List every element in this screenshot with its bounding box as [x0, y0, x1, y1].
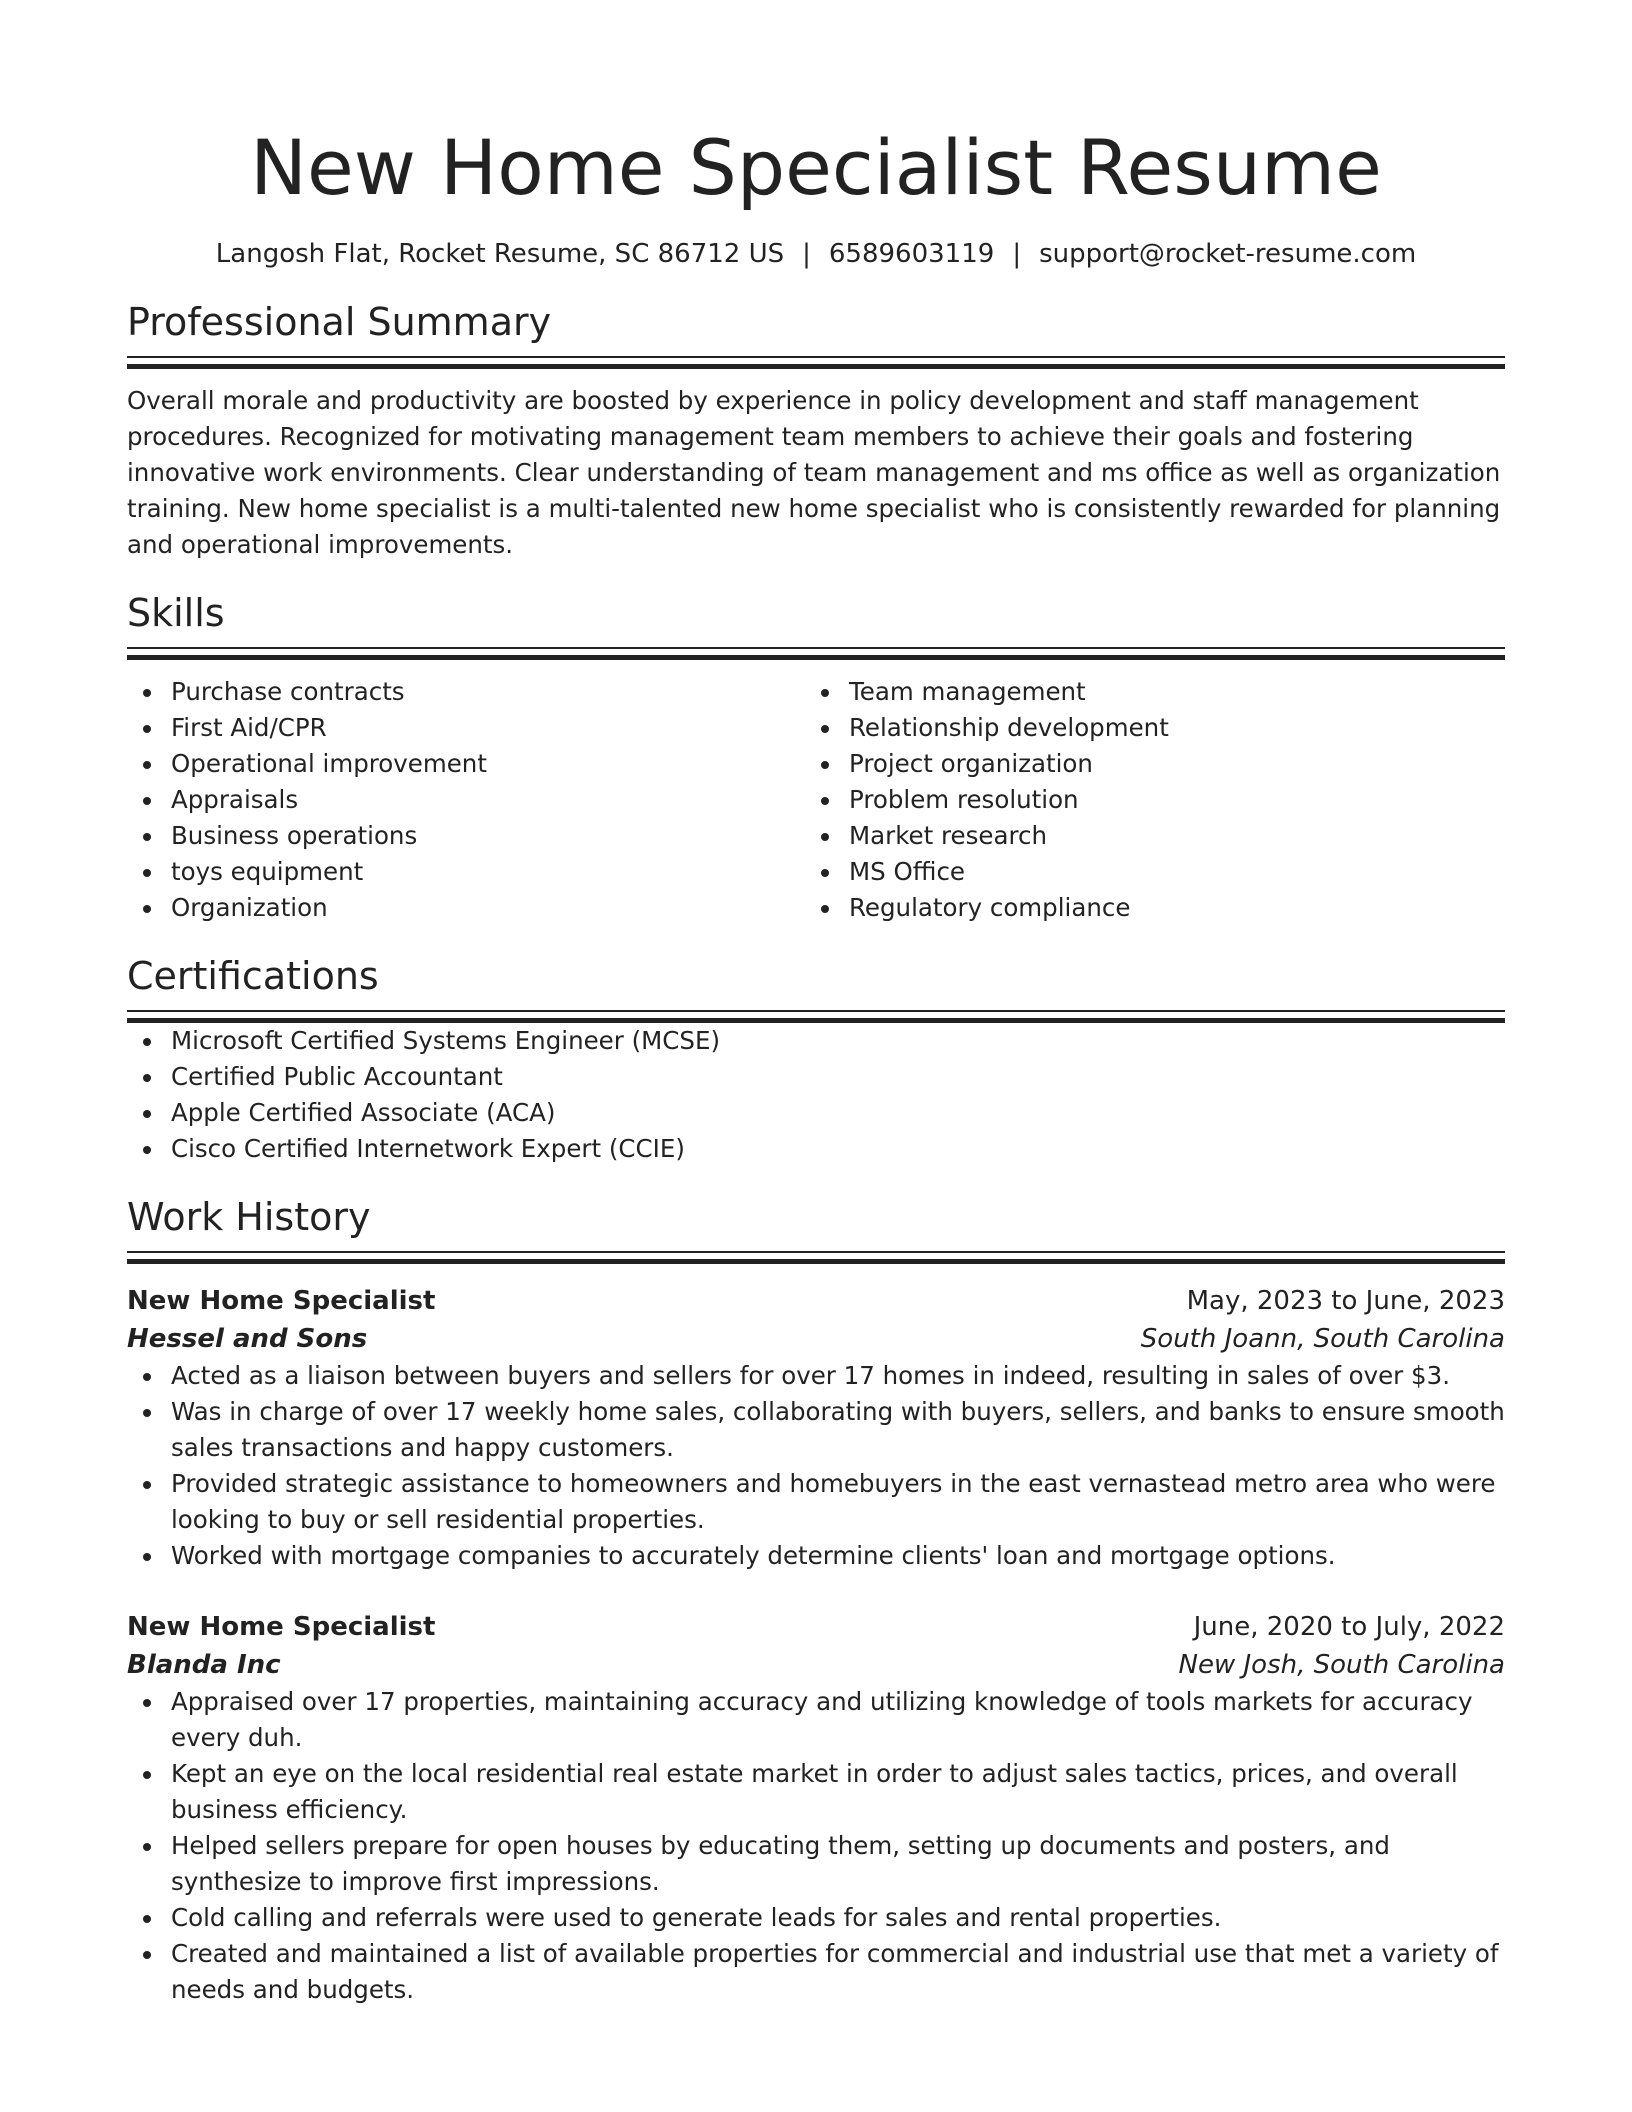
certification-item: Certified Public Accountant [171, 1059, 1505, 1095]
certification-item: Microsoft Certified Systems Engineer (MCSE) [171, 1023, 1505, 1059]
contact-line [127, 236, 1505, 272]
job-company: Hessel and Sons [127, 1324, 368, 1354]
job-duty-item: Provided strategic assistance to homeowners and homebuyers in the east vernastead metro area who were looking to buy or sell residential properties. [171, 1466, 1505, 1538]
certifications-list [127, 1023, 1505, 1167]
skill-item: Organization [171, 890, 805, 926]
section-title-summary: Professional Summary [127, 300, 552, 344]
skill-item: Project organization [849, 746, 1483, 782]
contact-separator: | [802, 239, 811, 269]
job-location: New Josh, South Carolina [1178, 1650, 1505, 1680]
resume-title: New Home Specialist Resume [250, 123, 1382, 212]
skill-item: Problem resolution [849, 782, 1483, 818]
job-duties-list [127, 1684, 1505, 2008]
job-dates: June, 2020 to July, 2022 [1193, 1612, 1505, 1642]
skill-item: Appraisals [171, 782, 805, 818]
skills-list-left [127, 674, 805, 926]
skills-section [127, 589, 1505, 926]
job-dates: May, 2023 to June, 2023 [1186, 1286, 1505, 1316]
contact-address: Langosh Flat, Rocket Resume, SC 86712 US [215, 239, 785, 269]
job-header-row [127, 1608, 1505, 1646]
section-title-work-history: Work History [127, 1195, 371, 1239]
job-company-row [127, 1320, 1505, 1358]
job-duties-list [127, 1358, 1505, 1574]
skill-item: MS Office [849, 854, 1483, 890]
skills-list-right [805, 674, 1483, 926]
job-company: Blanda Inc [127, 1650, 281, 1680]
section-divider [127, 1251, 1505, 1264]
summary-text: Overall morale and productivity are boosted by experience in policy development and staff management procedures. Recognized for motivating management team members to achieve their goals and fostering innovative work environments. Clear understanding of team management and ms office as well as organization training. New home specialist is a multi-talented new home specialist who is consistently rewarded for planning and operational improvements. [127, 386, 1501, 559]
section-divider [127, 647, 1505, 660]
job-duty-item: Worked with mortgage companies to accurately determine clients' loan and mortgage options. [171, 1538, 1505, 1574]
skill-item: First Aid/CPR [171, 710, 805, 746]
skill-item: Team management [849, 674, 1483, 710]
section-title-skills: Skills [127, 591, 225, 635]
skill-item: Market research [849, 818, 1483, 854]
job-duty-item: Acted as a liaison between buyers and sellers for over 17 homes in indeed, resulting in sales of over $3. [171, 1358, 1505, 1394]
contact-email: support@rocket-resume.com [1039, 239, 1417, 269]
job-company-row [127, 1646, 1505, 1684]
contact-separator: | [1012, 239, 1022, 269]
skill-item: Operational improvement [171, 746, 805, 782]
professional-summary-section [127, 298, 1505, 563]
job-duty-item: Kept an eye on the local residential real estate market in order to adjust sales tactics, prices, and overall business efficiency. [171, 1756, 1505, 1828]
skill-item: Purchase contracts [171, 674, 805, 710]
certification-item: Apple Certified Associate (ACA) [171, 1095, 1505, 1131]
job-duty-item: Helped sellers prepare for open houses by educating them, setting up documents and posters, and synthesize to improve first impressions. [171, 1828, 1505, 1900]
job-duty-item: Created and maintained a list of available properties for commercial and industrial use that met a variety of needs and budgets. [171, 1936, 1505, 2008]
section-divider [127, 356, 1505, 369]
work-history-section [127, 1193, 1505, 2008]
section-divider [127, 1010, 1505, 1023]
job-title: New Home Specialist [127, 1612, 436, 1642]
job-title: New Home Specialist [127, 1286, 436, 1316]
section-title-certifications: Certifications [127, 954, 379, 998]
certifications-section [127, 952, 1505, 1167]
skill-item: Relationship development [849, 710, 1483, 746]
skills-column-left [127, 674, 805, 926]
skill-item: toys equipment [171, 854, 805, 890]
job-entry [127, 1608, 1505, 2008]
job-duty-item: Was in charge of over 17 weekly home sales, collaborating with buyers, sellers, and banks to ensure smooth sales transactions and happy customers. [171, 1394, 1505, 1466]
job-entry [127, 1282, 1505, 1574]
skills-grid [127, 674, 1505, 926]
contact-phone: 6589603119 [828, 239, 995, 269]
skill-item: Business operations [171, 818, 805, 854]
certification-item: Cisco Certified Internetwork Expert (CCIE) [171, 1131, 1505, 1167]
skill-item: Regulatory compliance [849, 890, 1483, 926]
job-header-row [127, 1282, 1505, 1320]
job-location: South Joann, South Carolina [1140, 1324, 1505, 1354]
job-duty-item: Appraised over 17 properties, maintaining accuracy and utilizing knowledge of tools markets for accuracy every duh. [171, 1684, 1505, 1756]
job-duty-item: Cold calling and referrals were used to generate leads for sales and rental properties. [171, 1900, 1505, 1936]
skills-column-right [805, 674, 1483, 926]
